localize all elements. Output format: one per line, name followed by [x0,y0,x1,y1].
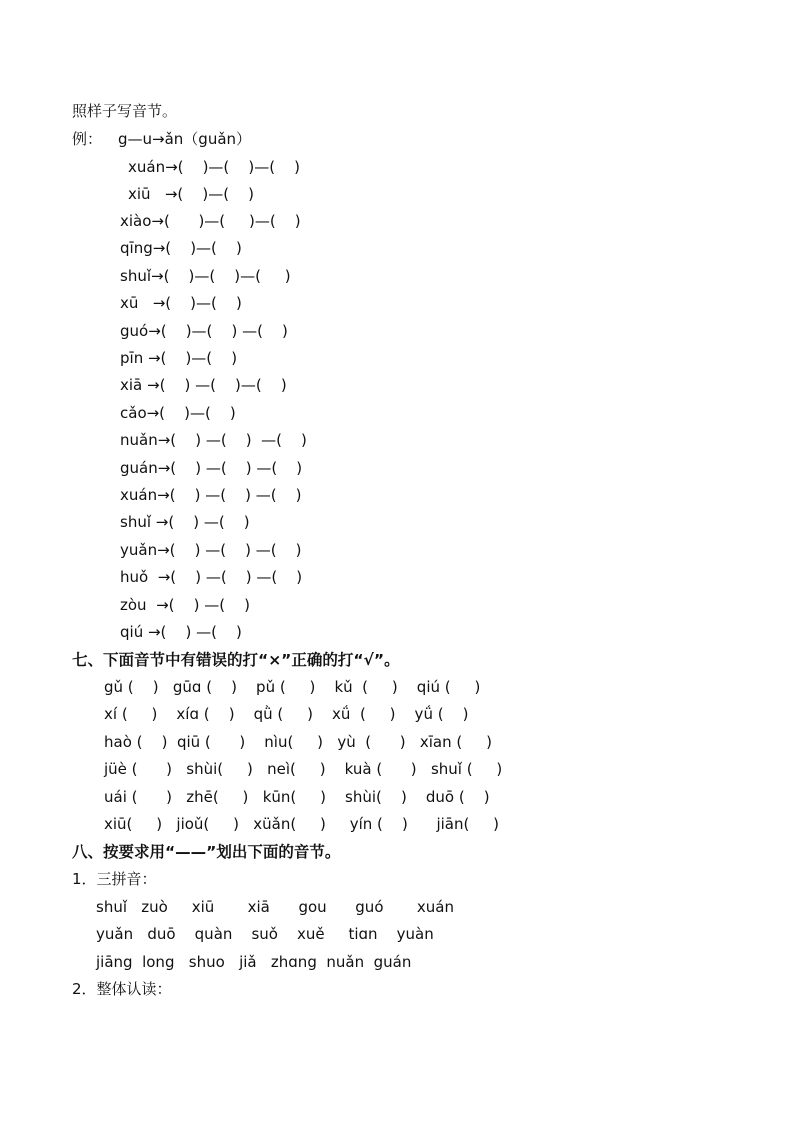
example-label: 例： [72,130,103,148]
exercise-row: shuǐ →( ) —( ) [120,513,250,531]
item2-label: 2．整体认读： [72,980,172,998]
exercise-row: cǎo→( )—( ) [120,404,236,422]
syllable-row: yuǎn duō quàn suǒ xuě tiɑn yuàn [96,925,434,943]
check-row: gǔ ( ) gūɑ ( ) pǔ ( ) kǔ ( ) qiú ( ) [104,678,481,696]
exercise-row: xiū →( )—( ) [128,185,254,203]
check-row: jüè ( ) shùi( ) neì( ) kuà ( ) shuǐ ( ) [104,760,503,778]
instruction-title: 照样子写音节。 [72,102,178,120]
item1-label: 1．三拼音： [72,870,157,888]
exercise-row: xiào→( )—( )—( ) [120,212,301,230]
check-row: xí ( ) xíɑ ( ) qǜ ( ) xǘ ( ) yǘ ( ) [104,705,469,723]
exercise-row: zòu →( ) —( ) [120,596,250,614]
exercise-row: guó→( )—( ) —( ) [120,322,288,340]
exercise-row: guán→( ) —( ) —( ) [120,459,303,477]
exercise-row: shuǐ→( )—( )—( ) [120,267,291,285]
exercise-row: nuǎn→( ) —( ) —( ) [120,431,307,449]
syllable-row: shuǐ zuò xiū xiā gou guó xuán [96,898,454,916]
exercise-row: huǒ →( ) —( ) —( ) [120,568,303,586]
section8-title: 八、按要求用“——”划出下面的音节。 [72,843,341,861]
check-row: xiū( ) jioǔ( ) xüǎn( ) yín ( ) jiān( ) [104,815,500,833]
syllable-row: jiāng long shuo jiǎ zhɑng nuǎn guán [96,953,412,971]
check-row: uái ( ) zhē( ) kūn( ) shùi( ) duō ( ) [104,788,490,806]
exercise-row: xiā →( ) —( )—( ) [120,376,287,394]
check-row: haò ( ) qiū ( ) nìu( ) yù ( ) xīan ( ) [104,733,492,751]
section7-title: 七、下面音节中有错误的打“×”正确的打“√”。 [72,651,400,669]
exercise-row: qiú →( ) —( ) [120,623,242,641]
exercise-row: pīn →( )—( ) [120,349,238,367]
exercise-row: xuán→( ) —( ) —( ) [120,486,302,504]
exercise-row: xū →( )—( ) [120,294,242,312]
exercise-row: qīng→( )—( ) [120,239,242,257]
exercise-row: yuǎn→( ) —( ) —( ) [120,541,302,559]
example-text: g—u→ǎn（guǎn） [118,130,252,148]
exercise-row: xuán→( )—( )—( ) [128,158,300,176]
